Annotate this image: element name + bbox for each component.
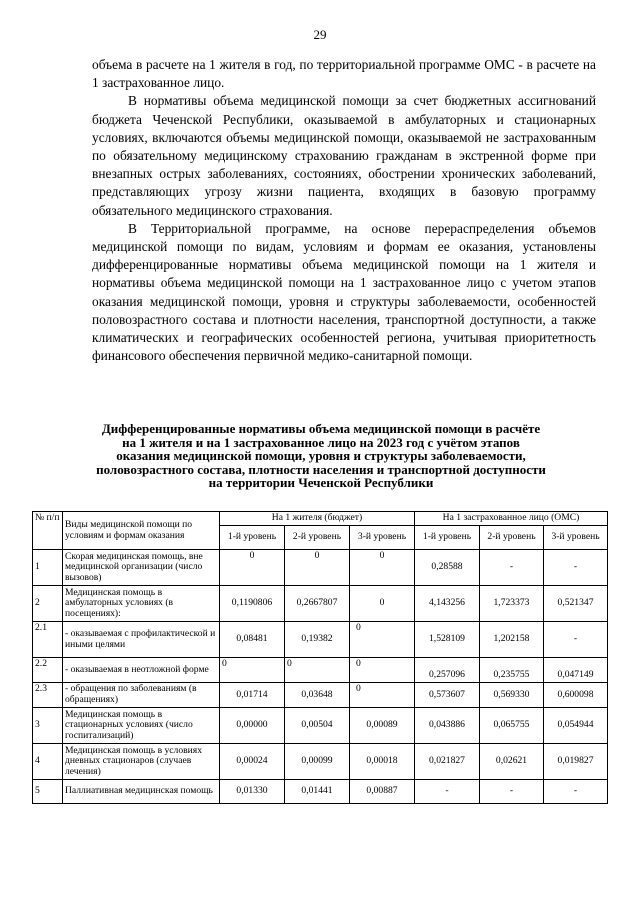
cell-budget-3: 0 — [350, 622, 415, 658]
row-kind: - оказываемая с профилактической и иными целями — [63, 622, 220, 658]
row-num: 3 — [33, 708, 63, 744]
header-oms-level-3: 3-й уровень — [544, 526, 608, 550]
cell-budget-1: 0,00000 — [220, 708, 285, 744]
page-number: 29 — [313, 27, 327, 42]
header-group-oms: На 1 застрахованное лицо (ОМС) — [415, 512, 608, 526]
paragraph-1: объема в расчете на 1 жителя в год, по территориальной программе ОМС - в расчете на 1 застрахованное лицо. — [92, 57, 596, 91]
cell-budget-2: 0,01441 — [285, 780, 350, 804]
table-row — [33, 780, 608, 804]
header-budget-level-2: 2-й уровень — [285, 526, 350, 550]
cell-budget-3: 0,00887 — [350, 780, 415, 804]
paragraph-2: В нормативы объема медицинской помощи за счет бюджетных ассигнований бюджета Чеченской Республики, оказываемой в амбулаторных и стационарных условиях, включаются объемы медицинской помощи, оказываемой не застрахованным по обязательному медицинскому страхованию гражданам в экстренной форме при внезапных острых заболеваниях, состояниях, обострении хронических заболеваний, представляющих угрозу жизни пациента, входящих в базовую программу обязательного медицинского страхования. — [92, 93, 596, 218]
cell-budget-2: 0,19382 — [285, 622, 350, 658]
row-num: 2.3 — [33, 683, 63, 708]
cell-budget-3: 0 — [350, 683, 415, 708]
table-row — [33, 708, 608, 744]
cell-oms-1: 0,257096 — [415, 658, 480, 683]
cell-oms-1: - — [415, 780, 480, 804]
cell-oms-2: 0,065755 — [480, 708, 544, 744]
cell-budget-2: 0,03648 — [285, 683, 350, 708]
row-kind: Медицинская помощь в стационарных условиях (число госпитализаций) — [63, 708, 220, 744]
cell-budget-1: 0,1190806 — [220, 586, 285, 622]
row-num: 1 — [33, 550, 63, 586]
cell-budget-3: 0 — [350, 658, 415, 683]
cell-oms-3: 0,054944 — [544, 708, 608, 744]
row-kind: Медицинская помощь в условиях дневных стационаров (случаев лечения) — [63, 744, 220, 780]
table-title: Дифференцированные нормативы объема медицинской помощи в расчёте на 1 жителя и на 1 застрахованное лицо на 2023 год с учётом этапов оказания медицинской помощи, уровня и структуры заболеваемости, половозрастного состава, плотности населения и транспортной доступности на территории Чеченской Республики — [96, 421, 546, 491]
cell-oms-1: 0,021827 — [415, 744, 480, 780]
cell-oms-1: 0,28588 — [415, 550, 480, 586]
cell-oms-3: 0,019827 — [544, 744, 608, 780]
cell-oms-3: - — [544, 550, 608, 586]
cell-oms-1: 1,528109 — [415, 622, 480, 658]
row-kind: Медицинская помощь в амбулаторных условиях (в посещениях): — [63, 586, 220, 622]
cell-oms-3: 0,600098 — [544, 683, 608, 708]
row-kind: Паллиативная медицинская помощь — [63, 780, 220, 804]
cell-budget-1: 0,01714 — [220, 683, 285, 708]
table-row — [33, 683, 608, 708]
cell-oms-3: - — [544, 622, 608, 658]
header-oms-level-2: 2-й уровень — [480, 526, 544, 550]
cell-budget-1: 0,01330 — [220, 780, 285, 804]
table-row — [33, 622, 608, 658]
cell-budget-3: 0 — [350, 586, 415, 622]
paragraph-3: В Территориальной программе, на основе перераспределения объемов медицинской помощи по видам, условиям и формам ее оказания, установлены дифференцированные нормативы объема медицинской помощи на 1 жителя и нормативы объема медицинской помощи на 1 застрахованное лицо с учетом этапов оказания медицинской помощи, уровня и структуры заболеваемости, особенностей половозрастного состава и плотности населения, транспортной доступности, а также климатических и географических особенностей региона, учитывая приоритетность финансового обеспечения первичной медико-санитарной помощи. — [92, 220, 596, 364]
cell-oms-2: 0,02621 — [480, 744, 544, 780]
cell-budget-1: 0,08481 — [220, 622, 285, 658]
header-budget-level-1: 1-й уровень — [220, 526, 285, 550]
cell-oms-2: - — [480, 550, 544, 586]
cell-oms-2: 1,202158 — [480, 622, 544, 658]
cell-oms-2: 0,235755 — [480, 658, 544, 683]
table-row — [33, 586, 608, 622]
row-kind: - обращения по заболеваниям (в обращениях) — [63, 683, 220, 708]
cell-budget-2: 0,00099 — [285, 744, 350, 780]
row-num: 4 — [33, 744, 63, 780]
row-kind: Скорая медицинская помощь, вне медицинской организации (число вызовов) — [63, 550, 220, 586]
row-num: 5 — [33, 780, 63, 804]
cell-budget-2: 0,2667807 — [285, 586, 350, 622]
cell-budget-2: 0,00504 — [285, 708, 350, 744]
table-row — [33, 658, 608, 683]
header-budget-level-3: 3-й уровень — [350, 526, 415, 550]
cell-budget-2: 0 — [285, 658, 350, 683]
header-group-budget: На 1 жителя (бюджет) — [220, 512, 415, 526]
cell-oms-3: 0,521347 — [544, 586, 608, 622]
cell-oms-2: 1,723373 — [480, 586, 544, 622]
cell-oms-2: 0,569330 — [480, 683, 544, 708]
cell-oms-3: 0,047149 — [544, 658, 608, 683]
row-num: 2 — [33, 586, 63, 622]
cell-budget-3: 0,00018 — [350, 744, 415, 780]
cell-oms-1: 0,573607 — [415, 683, 480, 708]
normatives-table — [32, 511, 608, 804]
table-row — [33, 550, 608, 586]
cell-budget-1: 0 — [220, 550, 285, 586]
cell-budget-1: 0,00024 — [220, 744, 285, 780]
cell-oms-2: - — [480, 780, 544, 804]
row-num: 2.1 — [33, 622, 63, 658]
cell-oms-1: 0,043886 — [415, 708, 480, 744]
row-num: 2.2 — [33, 658, 63, 683]
row-kind: - оказываемая в неотложной форме — [63, 658, 220, 683]
body-text — [92, 56, 596, 365]
cell-oms-3: - — [544, 780, 608, 804]
header-num: № п/п — [33, 512, 63, 550]
cell-budget-3: 0,00089 — [350, 708, 415, 744]
cell-oms-1: 4,143256 — [415, 586, 480, 622]
header-oms-level-1: 1-й уровень — [415, 526, 480, 550]
header-kind: Виды медицинской помощи по условиям и формам оказания — [63, 512, 220, 550]
table-row — [33, 744, 608, 780]
cell-budget-1: 0 — [220, 658, 285, 683]
cell-budget-2: 0 — [285, 550, 350, 586]
cell-budget-3: 0 — [350, 550, 415, 586]
